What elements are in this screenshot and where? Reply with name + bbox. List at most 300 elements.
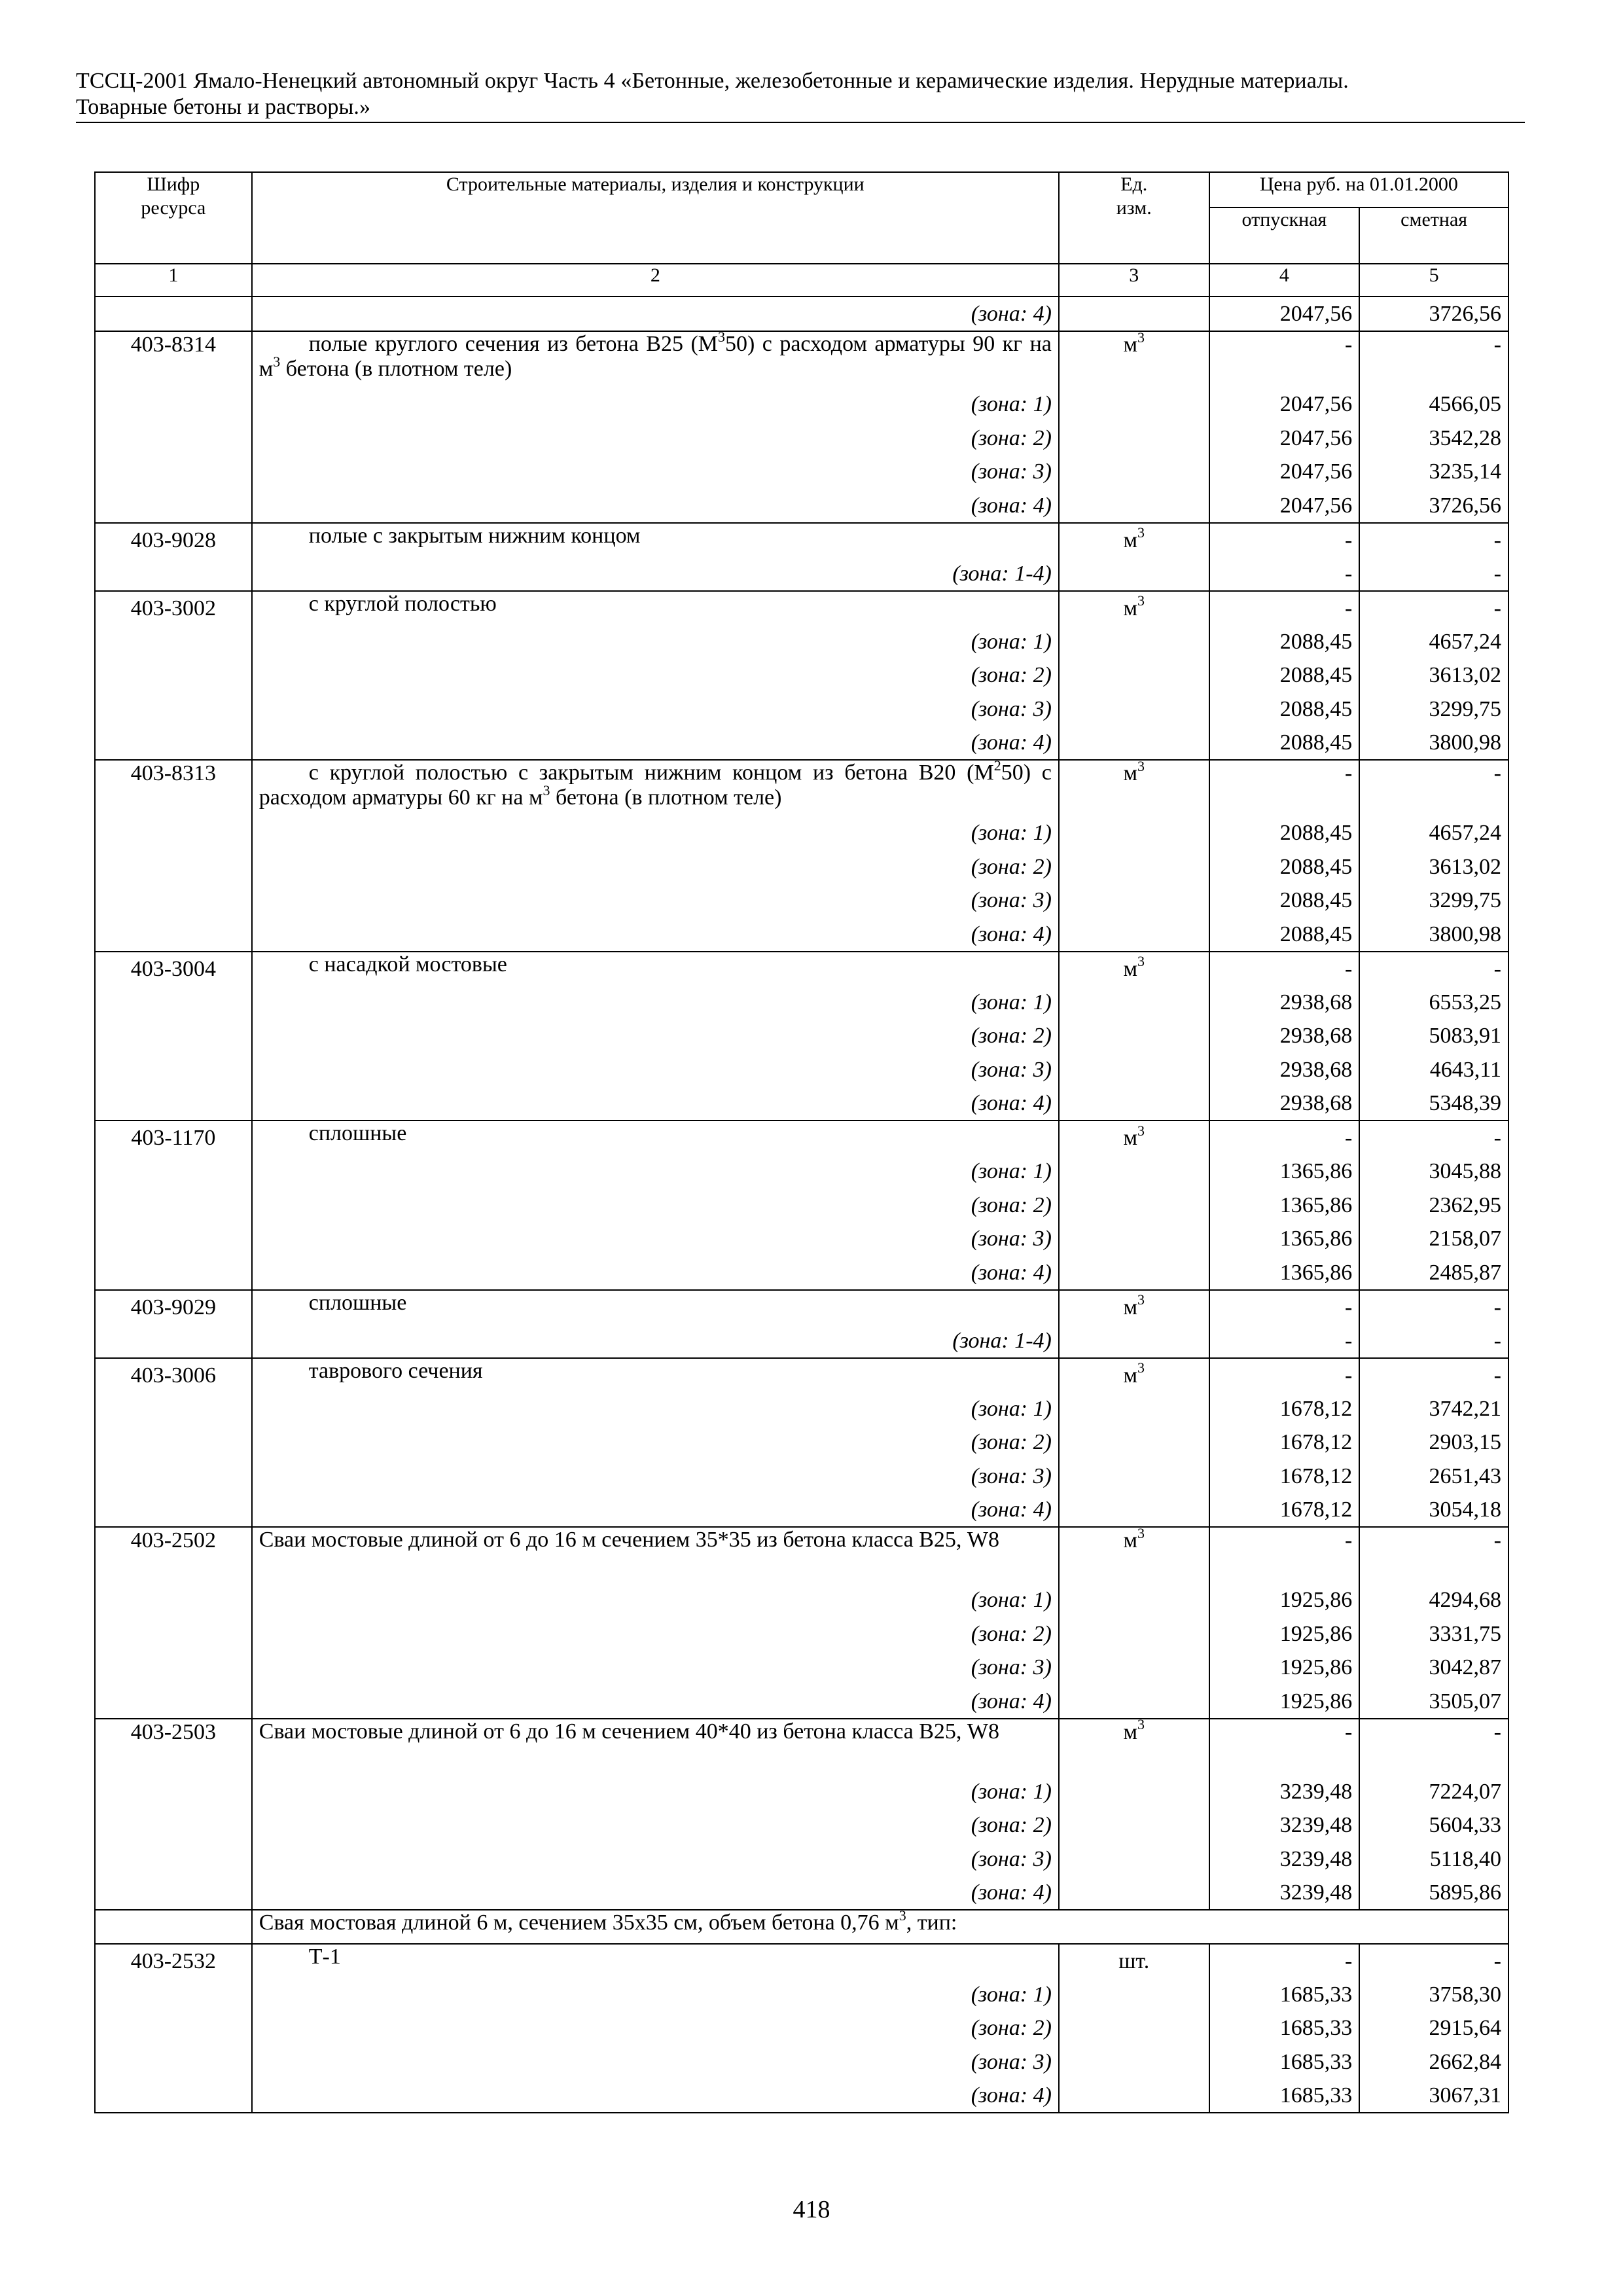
unit-cell: $м^3$ xyxy=(1059,1290,1209,1324)
unit-cell xyxy=(1059,1222,1209,1256)
estimate-price: 3299,75 xyxy=(1359,884,1508,918)
code-cell xyxy=(95,816,252,850)
resource-description xyxy=(252,1290,1059,1324)
zone-label: (зона: 2) xyxy=(252,1019,1059,1053)
resource-code: 403-9029 xyxy=(95,1290,252,1324)
release-price: 2047,56 xyxy=(1209,422,1360,456)
estimate-price: 4294,68 xyxy=(1359,1583,1508,1617)
col-name-header: Строительные материалы, изделия и конструкции xyxy=(252,172,1059,264)
release-price: 2088,45 xyxy=(1209,658,1360,692)
section-title-row xyxy=(95,1910,1508,1944)
zone-row xyxy=(95,1189,1508,1223)
unit-cell: $м^3$ xyxy=(1059,952,1209,986)
code-cell xyxy=(95,557,252,591)
code-cell xyxy=(95,1685,252,1719)
estimate-price: 5118,40 xyxy=(1359,1842,1508,1876)
section-title-group xyxy=(95,1907,1508,1944)
code-cell xyxy=(95,1617,252,1651)
release-price: 2088,45 xyxy=(1209,850,1360,884)
resource-group xyxy=(95,523,1508,591)
estimate-price: 3299,75 xyxy=(1359,692,1508,726)
col-number: 5 xyxy=(1359,264,1508,296)
col-release-header: отпускная xyxy=(1209,207,1360,264)
release-price: 1925,86 xyxy=(1209,1617,1360,1651)
release-price: 1685,33 xyxy=(1209,1978,1360,2012)
release-price: - xyxy=(1209,1290,1360,1324)
resource-group xyxy=(95,1290,1508,1358)
resource-row xyxy=(95,760,1508,816)
resource-code: 403-1170 xyxy=(95,1121,252,1155)
resource-row xyxy=(95,591,1508,625)
resource-row xyxy=(95,523,1508,557)
resource-code: 403-3004 xyxy=(95,952,252,986)
unit-cell xyxy=(1059,1426,1209,1460)
code-cell xyxy=(95,986,252,1020)
estimate-price: 5895,86 xyxy=(1359,1876,1508,1910)
resource-code: 403-3006 xyxy=(95,1358,252,1392)
zone-row xyxy=(95,692,1508,726)
release-price: - xyxy=(1209,1527,1360,1583)
estimate-price: - xyxy=(1359,1527,1508,1583)
code-cell xyxy=(95,1910,252,1944)
description-text: полые с закрытым нижним концом xyxy=(308,523,641,548)
zone-row xyxy=(95,1583,1508,1617)
unit-cell xyxy=(1059,1876,1209,1910)
release-price: 3239,48 xyxy=(1209,1876,1360,1910)
release-price: 3239,48 xyxy=(1209,1775,1360,1809)
zone-label: (зона: 2) xyxy=(252,658,1059,692)
description-text: с насадкой мостовые xyxy=(308,952,507,977)
resource-row xyxy=(95,331,1508,387)
unit-cell: $м^3$ xyxy=(1059,591,1209,625)
code-cell xyxy=(95,1460,252,1494)
resource-group xyxy=(95,757,1508,952)
release-price: - xyxy=(1209,1358,1360,1392)
estimate-price: 2485,87 xyxy=(1359,1256,1508,1290)
estimate-price: 2662,84 xyxy=(1359,2045,1508,2079)
release-price: 3239,48 xyxy=(1209,1808,1360,1842)
estimate-price: 3613,02 xyxy=(1359,850,1508,884)
resource-code: 403-8313 xyxy=(95,760,252,816)
zone-row xyxy=(95,1775,1508,1809)
zone-row xyxy=(95,726,1508,760)
zone-label: (зона: 1) xyxy=(252,1978,1059,2012)
estimate-price: 4566,05 xyxy=(1359,387,1508,422)
unit-cell xyxy=(1059,489,1209,523)
resource-row xyxy=(95,1121,1508,1155)
release-price: 1365,86 xyxy=(1209,1256,1360,1290)
estimate-price: 3542,28 xyxy=(1359,422,1508,456)
zone-row xyxy=(95,918,1508,952)
zone-row xyxy=(95,1460,1508,1494)
column-numbers-row xyxy=(95,264,1508,296)
estimate-price: - xyxy=(1359,952,1508,986)
unit-cell xyxy=(1059,1775,1209,1809)
code-cell xyxy=(95,1775,252,1809)
release-price: 2088,45 xyxy=(1209,884,1360,918)
zone-label: (зона: 2) xyxy=(252,422,1059,456)
zone-label: (зона: 3) xyxy=(252,1222,1059,1256)
release-price: 2938,68 xyxy=(1209,1053,1360,1087)
release-price: 2088,45 xyxy=(1209,726,1360,760)
zone-row xyxy=(95,1392,1508,1426)
resource-description xyxy=(252,1719,1059,1775)
zone-row xyxy=(95,1808,1508,1842)
unit-cell xyxy=(1059,1392,1209,1426)
unit-cell: шт. xyxy=(1059,1944,1209,1978)
code-cell xyxy=(95,1583,252,1617)
release-price: 2088,45 xyxy=(1209,625,1360,659)
release-price: - xyxy=(1209,760,1360,816)
description-text: таврового сечения xyxy=(308,1358,483,1383)
table-head xyxy=(95,172,1508,296)
zone-label: (зона: 4) xyxy=(252,918,1059,952)
zone-label: (зона: 1-4) xyxy=(252,1324,1059,1358)
zone-row xyxy=(95,1019,1508,1053)
code-cell xyxy=(95,692,252,726)
resource-group xyxy=(95,328,1508,523)
resource-code: 403-9028 xyxy=(95,523,252,557)
release-price: 2047,56 xyxy=(1209,489,1360,523)
col-estimate-header: сметная xyxy=(1359,207,1508,264)
zone-row xyxy=(95,1493,1508,1527)
estimate-price: 2362,95 xyxy=(1359,1189,1508,1223)
zone-row xyxy=(95,1685,1508,1719)
zone-label: (зона: 4) xyxy=(252,1086,1059,1121)
release-price: 1678,12 xyxy=(1209,1460,1360,1494)
release-price: - xyxy=(1209,591,1360,625)
zone-row xyxy=(95,1651,1508,1685)
estimate-price: 3235,14 xyxy=(1359,455,1508,489)
estimate-price: 5083,91 xyxy=(1359,1019,1508,1053)
estimate-price: 3726,56 xyxy=(1359,489,1508,523)
estimate-price: - xyxy=(1359,1719,1508,1775)
resource-group xyxy=(95,1358,1508,1528)
section-title: Свая мостовая длиной 6 м, сечением 35х35 см, объем бетона 0,76 $м^3$, тип: xyxy=(252,1910,1508,1944)
col-number: 1 xyxy=(95,264,252,296)
resource-description xyxy=(252,952,1059,986)
release-price: 1678,12 xyxy=(1209,1426,1360,1460)
unit-cell xyxy=(1059,658,1209,692)
unit-cell xyxy=(1059,726,1209,760)
zone-label: (зона: 2) xyxy=(252,850,1059,884)
estimate-price: 3742,21 xyxy=(1359,1392,1508,1426)
continuation-group xyxy=(95,296,1508,331)
zone-label: (зона: 4) xyxy=(252,489,1059,523)
resource-row xyxy=(95,1290,1508,1324)
zone-row xyxy=(95,2079,1508,2113)
release-price: 1925,86 xyxy=(1209,1651,1360,1685)
estimate-price: - xyxy=(1359,1324,1508,1358)
zone-label: (зона: 3) xyxy=(252,1651,1059,1685)
code-cell xyxy=(95,2045,252,2079)
zone-row xyxy=(95,387,1508,422)
zone-row xyxy=(95,986,1508,1020)
release-price: 2088,45 xyxy=(1209,692,1360,726)
code-cell xyxy=(95,726,252,760)
unit-cell xyxy=(1059,850,1209,884)
zone-label: (зона: 1) xyxy=(252,387,1059,422)
zone-label: (зона: 3) xyxy=(252,1842,1059,1876)
unit-cell: $м^3$ xyxy=(1059,760,1209,816)
estimate-price: 2158,07 xyxy=(1359,1222,1508,1256)
zone-label: (зона: 3) xyxy=(252,1053,1059,1087)
col-unit-header: Ед. изм. xyxy=(1059,172,1209,264)
code-cell xyxy=(95,455,252,489)
zone-row xyxy=(95,296,1508,331)
unit-cell xyxy=(1059,625,1209,659)
page-number: 418 xyxy=(793,2196,830,2223)
unit-cell xyxy=(1059,1053,1209,1087)
release-price: - xyxy=(1209,1719,1360,1775)
code-cell xyxy=(95,296,252,331)
col-number: 3 xyxy=(1059,264,1209,296)
unit-cell xyxy=(1059,1617,1209,1651)
release-price: - xyxy=(1209,952,1360,986)
release-price: 2088,45 xyxy=(1209,816,1360,850)
estimate-price: 2915,64 xyxy=(1359,2011,1508,2045)
estimate-price: 3331,75 xyxy=(1359,1617,1508,1651)
code-cell xyxy=(95,1493,252,1527)
zone-row xyxy=(95,2011,1508,2045)
estimate-price: 2651,43 xyxy=(1359,1460,1508,1494)
release-price: 2938,68 xyxy=(1209,1086,1360,1121)
estimate-price: - xyxy=(1359,591,1508,625)
resource-group xyxy=(95,1716,1508,1910)
release-price: - xyxy=(1209,523,1360,557)
unit-cell xyxy=(1059,918,1209,952)
code-cell xyxy=(95,1426,252,1460)
code-cell xyxy=(95,1324,252,1358)
release-price: 3239,48 xyxy=(1209,1842,1360,1876)
code-cell xyxy=(95,1222,252,1256)
code-cell xyxy=(95,387,252,422)
resource-description xyxy=(252,1121,1059,1155)
estimate-price: 2903,15 xyxy=(1359,1426,1508,1460)
estimate-price: 3758,30 xyxy=(1359,1978,1508,2012)
unit-cell: $м^3$ xyxy=(1059,1358,1209,1392)
zone-row xyxy=(95,1426,1508,1460)
estimate-price: - xyxy=(1359,760,1508,816)
zone-label: (зона: 4) xyxy=(252,1876,1059,1910)
col-number: 2 xyxy=(252,264,1059,296)
code-cell xyxy=(95,1189,252,1223)
unit-cell xyxy=(1059,1583,1209,1617)
zone-label: (зона: 1) xyxy=(252,816,1059,850)
description-text: полые круглого сечения из бетона В25 $(М^350)$ с расходом арматуры 90 кг на $м^3$ бетона (в плотном теле) xyxy=(259,328,1052,381)
zone-label: (зона: 1) xyxy=(252,1155,1059,1189)
zone-label: (зона: 4) xyxy=(252,726,1059,760)
zone-row xyxy=(95,816,1508,850)
zone-label: (зона: 2) xyxy=(252,1808,1059,1842)
resource-group xyxy=(95,1121,1508,1290)
description-text: сплошные xyxy=(308,1121,407,1145)
zone-label: (зона: 1) xyxy=(252,1775,1059,1809)
zone-label: (зона: 4) xyxy=(252,1493,1059,1527)
unit-cell xyxy=(1059,1324,1209,1358)
estimate-price: 3505,07 xyxy=(1359,1685,1508,1719)
unit-cell xyxy=(1059,986,1209,1020)
release-price: 2047,56 xyxy=(1209,455,1360,489)
zone-row xyxy=(95,1978,1508,2012)
resource-code: 403-3002 xyxy=(95,591,252,625)
resource-row xyxy=(95,1527,1508,1583)
col-number: 4 xyxy=(1209,264,1360,296)
zone-label: (зона: 1) xyxy=(252,986,1059,1020)
zone-row xyxy=(95,625,1508,659)
unit-cell xyxy=(1059,1019,1209,1053)
resource-description xyxy=(252,1358,1059,1392)
estimate-price: 3054,18 xyxy=(1359,1493,1508,1527)
zone-label: (зона: 1) xyxy=(252,625,1059,659)
estimate-price: - xyxy=(1359,1290,1508,1324)
zone-label: (зона: 4) xyxy=(252,2079,1059,2113)
zone-row xyxy=(95,1155,1508,1189)
resource-description xyxy=(252,1527,1059,1583)
release-price: - xyxy=(1209,557,1360,591)
unit-cell: $м^3$ xyxy=(1059,1719,1209,1775)
release-price: 1678,12 xyxy=(1209,1392,1360,1426)
resource-code: 403-2502 xyxy=(95,1527,252,1583)
zone-row xyxy=(95,2045,1508,2079)
unit-cell xyxy=(1059,1842,1209,1876)
zone-row xyxy=(95,1842,1508,1876)
unit-cell xyxy=(1059,1685,1209,1719)
unit-cell xyxy=(1059,1460,1209,1494)
release-price: 1365,86 xyxy=(1209,1189,1360,1223)
release-price: 1685,33 xyxy=(1209,2011,1360,2045)
release-price: 1685,33 xyxy=(1209,2045,1360,2079)
unit-cell xyxy=(1059,1256,1209,1290)
zone-label: (зона: 4) xyxy=(252,1685,1059,1719)
release-price: 1925,86 xyxy=(1209,1583,1360,1617)
unit-cell xyxy=(1059,2079,1209,2113)
unit-cell xyxy=(1059,455,1209,489)
resource-row xyxy=(95,1358,1508,1392)
unit-cell xyxy=(1059,387,1209,422)
estimate-price: - xyxy=(1359,557,1508,591)
estimate-price: 6553,25 xyxy=(1359,986,1508,1020)
zone-label: (зона: 2) xyxy=(252,1189,1059,1223)
estimate-price: 4657,24 xyxy=(1359,816,1508,850)
unit-cell xyxy=(1059,1155,1209,1189)
resource-description xyxy=(252,523,1059,557)
unit-cell xyxy=(1059,1808,1209,1842)
estimate-price: - xyxy=(1359,523,1508,557)
estimate-price: - xyxy=(1359,331,1508,387)
code-cell xyxy=(95,850,252,884)
resource-group xyxy=(95,1944,1508,2113)
zone-row xyxy=(95,1256,1508,1290)
release-price: 2938,68 xyxy=(1209,986,1360,1020)
estimate-price: 3042,87 xyxy=(1359,1651,1508,1685)
release-price: 2047,56 xyxy=(1209,387,1360,422)
description-text: Т-1 xyxy=(308,1944,341,1969)
zone-label: (зона: 2) xyxy=(252,1426,1059,1460)
code-cell xyxy=(95,1155,252,1189)
release-price: 1685,33 xyxy=(1209,2079,1360,2113)
zone-row xyxy=(95,658,1508,692)
zone-row xyxy=(95,489,1508,523)
code-cell xyxy=(95,1086,252,1121)
estimate-price: - xyxy=(1359,1944,1508,1978)
zone-label: (зона: 4) xyxy=(252,296,1059,331)
zone-label: (зона: 3) xyxy=(252,692,1059,726)
zone-label: (зона: 1) xyxy=(252,1583,1059,1617)
estimate-price: 4657,24 xyxy=(1359,625,1508,659)
estimate-price: 3726,56 xyxy=(1359,296,1508,331)
code-cell xyxy=(95,1842,252,1876)
code-cell xyxy=(95,1392,252,1426)
resource-description xyxy=(252,1944,1059,1978)
header-line-2: Товарные бетоны и растворы.» xyxy=(76,95,371,119)
code-cell xyxy=(95,1019,252,1053)
zone-row xyxy=(95,455,1508,489)
zone-label: (зона: 1-4) xyxy=(252,557,1059,591)
zone-label: (зона: 2) xyxy=(252,2011,1059,2045)
release-price: - xyxy=(1209,1324,1360,1358)
release-price: - xyxy=(1209,1121,1360,1155)
unit-cell xyxy=(1059,1978,1209,2012)
description-text: Сваи мостовые длиной от 6 до 16 м сечением 40*40 из бетона класса В25, W8 xyxy=(259,1719,999,1744)
description-text: с круглой полостью xyxy=(308,591,497,616)
estimate-price: 4643,11 xyxy=(1359,1053,1508,1087)
unit-cell: $м^3$ xyxy=(1059,1121,1209,1155)
zone-row xyxy=(95,1617,1508,1651)
release-price: 1678,12 xyxy=(1209,1493,1360,1527)
release-price: - xyxy=(1209,1944,1360,1978)
estimate-price: 3800,98 xyxy=(1359,726,1508,760)
code-cell xyxy=(95,884,252,918)
resource-group xyxy=(95,591,1508,761)
resource-description xyxy=(252,591,1059,625)
zone-row xyxy=(95,1222,1508,1256)
code-cell xyxy=(95,2079,252,2113)
estimate-price: 5348,39 xyxy=(1359,1086,1508,1121)
unit-cell xyxy=(1059,1086,1209,1121)
estimate-price: 3045,88 xyxy=(1359,1155,1508,1189)
zone-label: (зона: 4) xyxy=(252,1256,1059,1290)
unit-cell xyxy=(1059,816,1209,850)
zone-row xyxy=(95,1324,1508,1358)
resource-code: 403-2532 xyxy=(95,1944,252,1978)
code-cell xyxy=(95,1978,252,2012)
zone-label: (зона: 3) xyxy=(252,1460,1059,1494)
estimate-price: 3067,31 xyxy=(1359,2079,1508,2113)
code-cell xyxy=(95,1053,252,1087)
estimate-price: 3613,02 xyxy=(1359,658,1508,692)
zone-row xyxy=(95,557,1508,591)
code-cell xyxy=(95,489,252,523)
zone-row xyxy=(95,1086,1508,1121)
price-table xyxy=(94,171,1509,2113)
zone-row xyxy=(95,884,1508,918)
resource-row xyxy=(95,952,1508,986)
resource-group xyxy=(95,952,1508,1121)
resource-row xyxy=(95,1944,1508,1978)
unit-cell: $м^3$ xyxy=(1059,523,1209,557)
header-line-1: ТССЦ-2001 Ямало-Ненецкий автономный округ Часть 4 «Бетонные, железобетонные и керамические изделия. Нерудные материалы. xyxy=(76,69,1349,93)
header-rule xyxy=(76,122,1525,123)
unit-cell xyxy=(1059,2011,1209,2045)
code-cell xyxy=(95,1256,252,1290)
release-price: 1925,86 xyxy=(1209,1685,1360,1719)
col-code-header: Шифр ресурса xyxy=(95,172,252,264)
release-price: 2047,56 xyxy=(1209,296,1360,331)
resource-row xyxy=(95,1719,1508,1775)
release-price: - xyxy=(1209,331,1360,387)
zone-label: (зона: 3) xyxy=(252,884,1059,918)
